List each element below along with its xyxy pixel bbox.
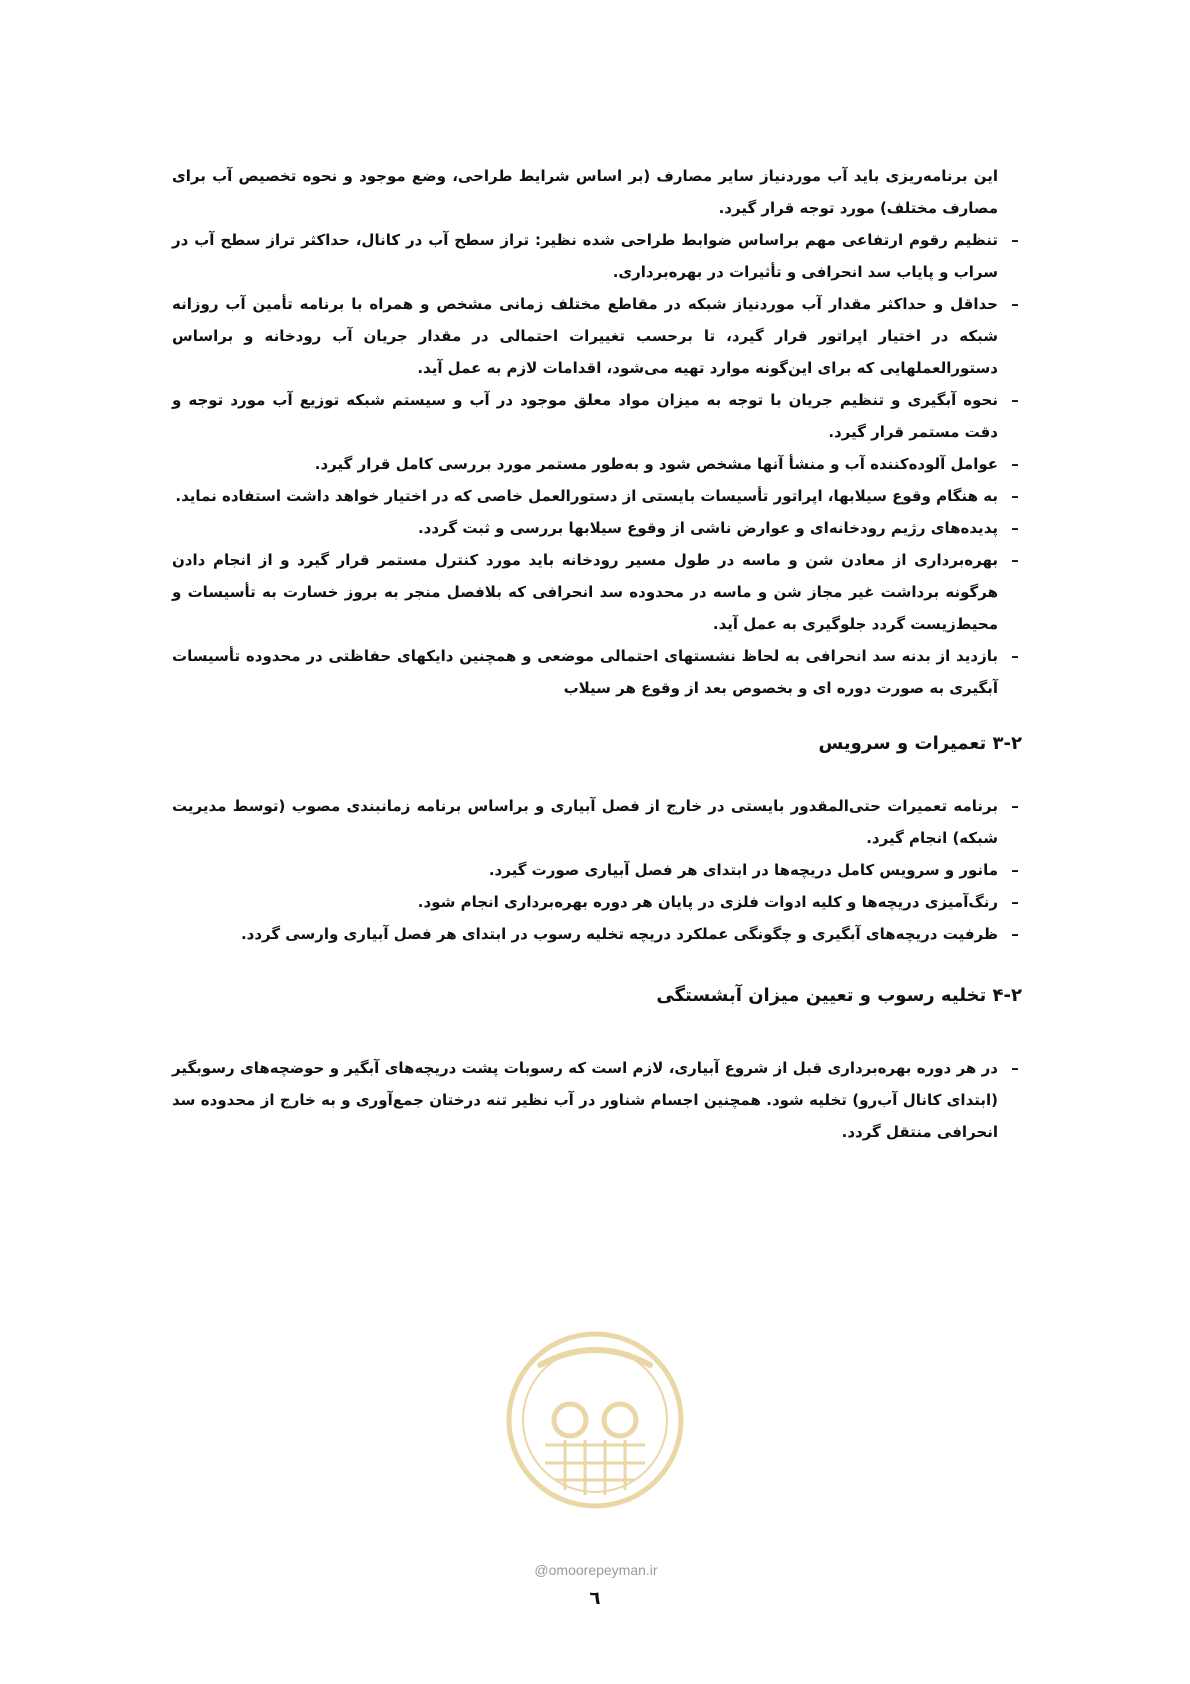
list-item-text: بازدید از بدنه سد انحرافی به لحاظ نشستهای احتمالی موضعی و همچنین دایکهای حفاظتی در محدوده تأسیسات آبگیری به صورت دوره ای و بخصوص بعد از وقوع هر سیلاب bbox=[172, 647, 998, 697]
list-item bbox=[172, 918, 1022, 950]
list-item bbox=[172, 448, 1022, 480]
list-item bbox=[172, 384, 1022, 448]
list-item-text: در هر دوره بهره‌برداری قبل از شروع آبیاری، لازم است که رسوبات پشت دریچه‌های آبگیر و حوضچه‌های رسوبگیر (ابتدای کانال آب‌رو) تخلیه شود. همچنین اجسام شناور در آب نظیر تنه درختان جمع‌آوری و به خارج از محدوده سد انحرافی منتقل گردد. bbox=[172, 1059, 998, 1141]
list-item-text: حداقل و حداکثر مقدار آب موردنیاز شبکه در مقاطع مختلف زمانی مشخص و همراه با برنامه تأمین آب روزانه شبکه در اختیار اپراتور قرار گیرد، تا برحسب تغییرات احتمالی در مقدار جریان آب رودخانه و براساس دستورالعملهایی که برای این‌گونه موارد تهیه می‌شود، اقدامات لازم به عمل آید. bbox=[172, 295, 998, 377]
page-number: ٦ bbox=[589, 1588, 601, 1609]
list-item bbox=[172, 544, 1022, 640]
list-item bbox=[172, 288, 1022, 384]
dash-marker: – bbox=[1011, 797, 1019, 815]
list-item-text: عوامل آلوده‌کننده آب و منشأ آنها مشخص شود و به‌طور مستمر مورد بررسی کامل قرار گیرد. bbox=[314, 455, 998, 473]
dash-marker: – bbox=[1011, 861, 1019, 879]
dash-marker: – bbox=[1011, 925, 1019, 943]
watermark-grid bbox=[545, 1440, 645, 1495]
list-item bbox=[172, 790, 1022, 854]
sediment-list bbox=[172, 1052, 1022, 1148]
watermark-gear-right bbox=[604, 1404, 636, 1436]
dash-marker: – bbox=[1011, 551, 1019, 569]
list-item bbox=[172, 480, 1022, 512]
dash-marker: – bbox=[1011, 893, 1019, 911]
dash-marker: – bbox=[1011, 455, 1019, 473]
dash-marker: – bbox=[1011, 231, 1019, 249]
dash-marker: – bbox=[1011, 391, 1019, 409]
watermark-gear-left bbox=[554, 1404, 586, 1436]
intro-paragraph: این برنامه‌ریزی باید آب موردنیاز سایر مصارف (بر اساس شرایط طراحی، وضع موجود و نحوه تخصیص آب برای مصارف مختلف) مورد توجه قرار گیرد. bbox=[172, 167, 998, 217]
watermark-script-arc bbox=[540, 1350, 650, 1365]
watermark-url: @omoorepeyman.ir bbox=[534, 1562, 658, 1578]
dash-marker: – bbox=[1011, 295, 1019, 313]
list-item bbox=[172, 1052, 1022, 1148]
list-item-text: مانور و سرویس کامل دریچه‌ها در ابتدای هر فصل آبیاری صورت گیرد. bbox=[488, 861, 998, 879]
operation-list bbox=[172, 224, 1022, 704]
list-item bbox=[172, 886, 1022, 918]
section-heading-sediment: ۴-۲ تخلیه رسوب و تعیین میزان آبشستگی bbox=[656, 985, 1022, 1006]
list-item-text: به هنگام وقوع سیلابها، اپراتور تأسیسات بایستی از دستورالعمل خاصی که در اختیار خواهد داشت استفاده نماید. bbox=[175, 487, 998, 505]
list-item-text: رنگ‌آمیزی دریچه‌ها و کلیه ادوات فلزی در پایان هر دوره بهره‌برداری انجام شود. bbox=[417, 893, 998, 911]
watermark-logo bbox=[500, 1325, 690, 1515]
repairs-list bbox=[172, 790, 1022, 950]
list-item-text: ظرفیت دریچه‌های آبگیری و چگونگی عملکرد دریچه تخلیه رسوب در ابتدای هر فصل آبیاری وارسی گردد. bbox=[240, 925, 998, 943]
list-item bbox=[172, 224, 1022, 288]
list-item bbox=[172, 512, 1022, 544]
dash-marker: – bbox=[1011, 519, 1019, 537]
list-item-text: نحوه آبگیری و تنظیم جریان با توجه به میزان مواد معلق موجود در آب و سیستم شبکه توزیع آب مورد توجه و دقت مستمر قرار گیرد. bbox=[172, 391, 998, 441]
document-body bbox=[172, 160, 1022, 1148]
list-item-text: تنظیم رقوم ارتفاعی مهم براساس ضوابط طراحی شده نظیر: تراز سطح آب در کانال، حداکثر تراز سطح آب در سراب و پایاب سد انحرافی و تأثیرات در بهره‌برداری. bbox=[172, 231, 998, 281]
dash-marker: – bbox=[1011, 487, 1019, 505]
list-item bbox=[172, 640, 1022, 704]
watermark-inner-ring bbox=[523, 1348, 667, 1492]
dash-marker: – bbox=[1011, 1059, 1019, 1077]
section-heading-repairs: ۳-۲ تعمیرات و سرویس bbox=[818, 733, 1022, 754]
list-item-text: برنامه تعمیرات حتی‌المقدور بایستی در خارج از فصل آبیاری و براساس برنامه زمانبندی مصوب (توسط مدیریت شبکه) انجام گیرد. bbox=[172, 797, 998, 847]
list-item bbox=[172, 854, 1022, 886]
list-item-text: پدیده‌های رژیم رودخانه‌ای و عوارض ناشی از وقوع سیلابها بررسی و ثبت گردد. bbox=[417, 519, 998, 537]
dash-marker: – bbox=[1011, 647, 1019, 665]
list-item-text: بهره‌برداری از معادن شن و ماسه در طول مسیر رودخانه باید مورد کنترل مستمر قرار گیرد و از انجام دادن هرگونه برداشت غیر مجاز شن و ماسه در محدوده سد انحرافی که بلافصل منجر به بروز خسارت به تأسیسات و محیط‌زیست گردد جلوگیری به عمل آید. bbox=[172, 551, 998, 633]
